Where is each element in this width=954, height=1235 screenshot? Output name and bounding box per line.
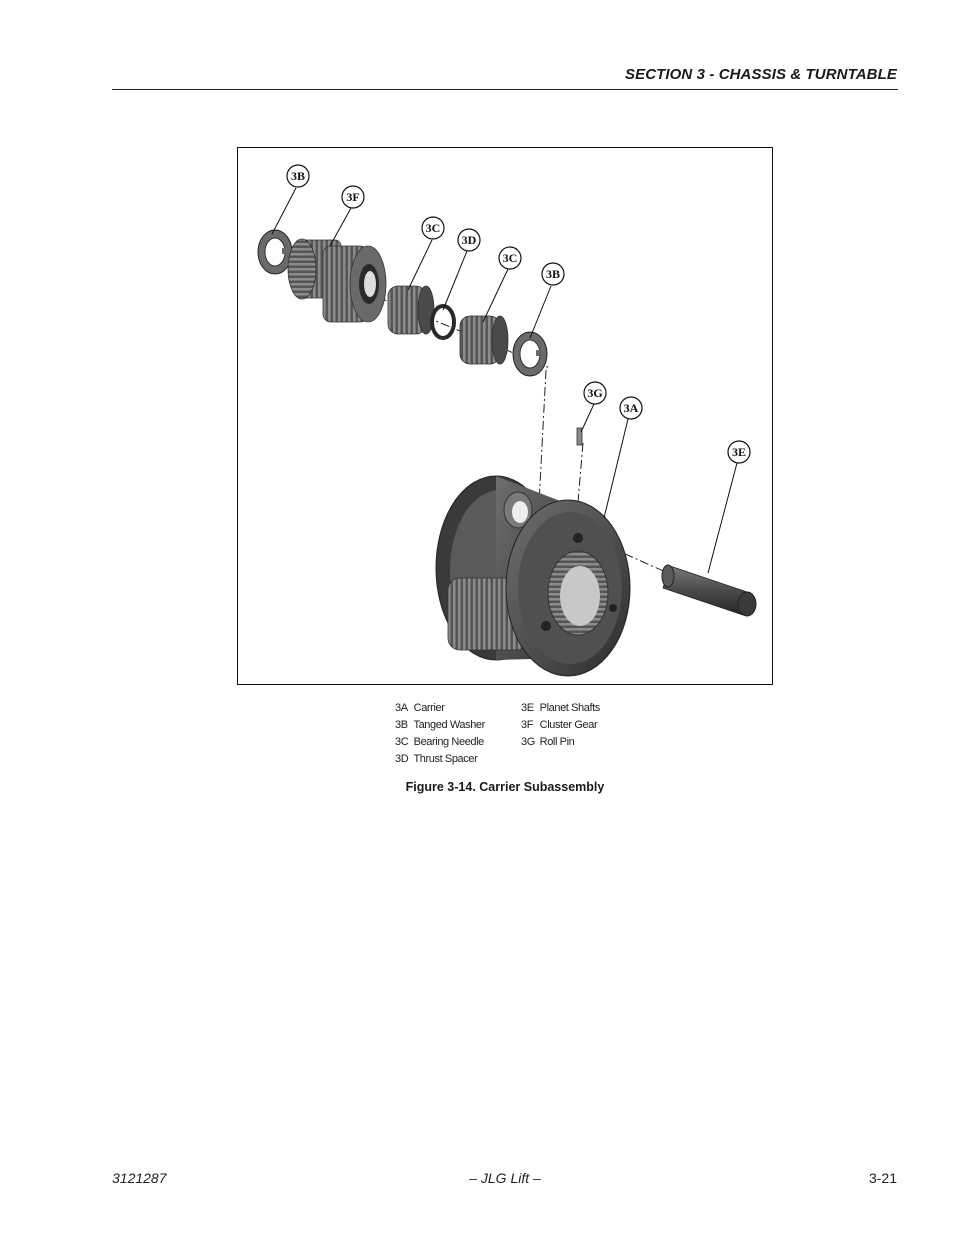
bearing-needle-1	[388, 286, 434, 334]
callout-3e	[728, 441, 750, 463]
legend-item: 3D Thrust Spacer	[395, 753, 478, 765]
callout-3g	[584, 382, 606, 404]
planet-shaft	[662, 565, 756, 616]
legend-item: 3C Bearing Needle	[395, 736, 484, 748]
bearing-needle-2	[460, 316, 508, 364]
svg-text:3D: 3D	[461, 233, 477, 247]
svg-text:3F: 3F	[346, 190, 360, 204]
callout-3d	[458, 229, 480, 251]
carrier	[436, 476, 630, 676]
carrier-subassembly-figure	[237, 147, 773, 685]
figure-caption: Figure 3-14. Carrier Subassembly	[405, 780, 605, 794]
cluster-gear	[288, 239, 386, 322]
exploded-view-illustration	[238, 148, 772, 684]
svg-text:3C: 3C	[502, 251, 518, 265]
tanged-washer-left	[258, 230, 292, 274]
svg-text:3B: 3B	[290, 169, 306, 183]
header-divider	[112, 89, 898, 90]
callout-3b-right	[542, 263, 564, 285]
callout-3f	[342, 186, 364, 208]
callout-3a	[620, 397, 642, 419]
svg-text:3E: 3E	[731, 445, 747, 459]
footer-brand: – JLG Lift –	[469, 1170, 541, 1186]
document-number: 3121287	[112, 1170, 167, 1186]
parts-legend-right	[521, 702, 600, 753]
legend-item: 3F Cluster Gear	[521, 719, 598, 731]
svg-text:3G: 3G	[587, 386, 603, 400]
thrust-spacer	[432, 306, 454, 338]
page-number: 3-21	[868, 1170, 897, 1186]
svg-text:3A: 3A	[623, 401, 639, 415]
legend-item: 3E Planet Shafts	[521, 702, 600, 714]
legend-item: 3A Carrier	[395, 702, 445, 714]
tanged-washer-right	[513, 332, 547, 376]
legend-item: 3B Tanged Washer	[395, 719, 485, 731]
section-title: SECTION 3 - CHASSIS & TURNTABLE	[624, 66, 897, 83]
svg-text:3B: 3B	[545, 267, 561, 281]
parts-legend-left	[395, 702, 485, 770]
callout-3c-first	[422, 217, 444, 239]
legend-item: 3G Roll Pin	[521, 736, 575, 748]
callout-3c-second	[499, 247, 521, 269]
svg-text:3C: 3C	[425, 221, 441, 235]
callout-3b-left	[287, 165, 309, 187]
